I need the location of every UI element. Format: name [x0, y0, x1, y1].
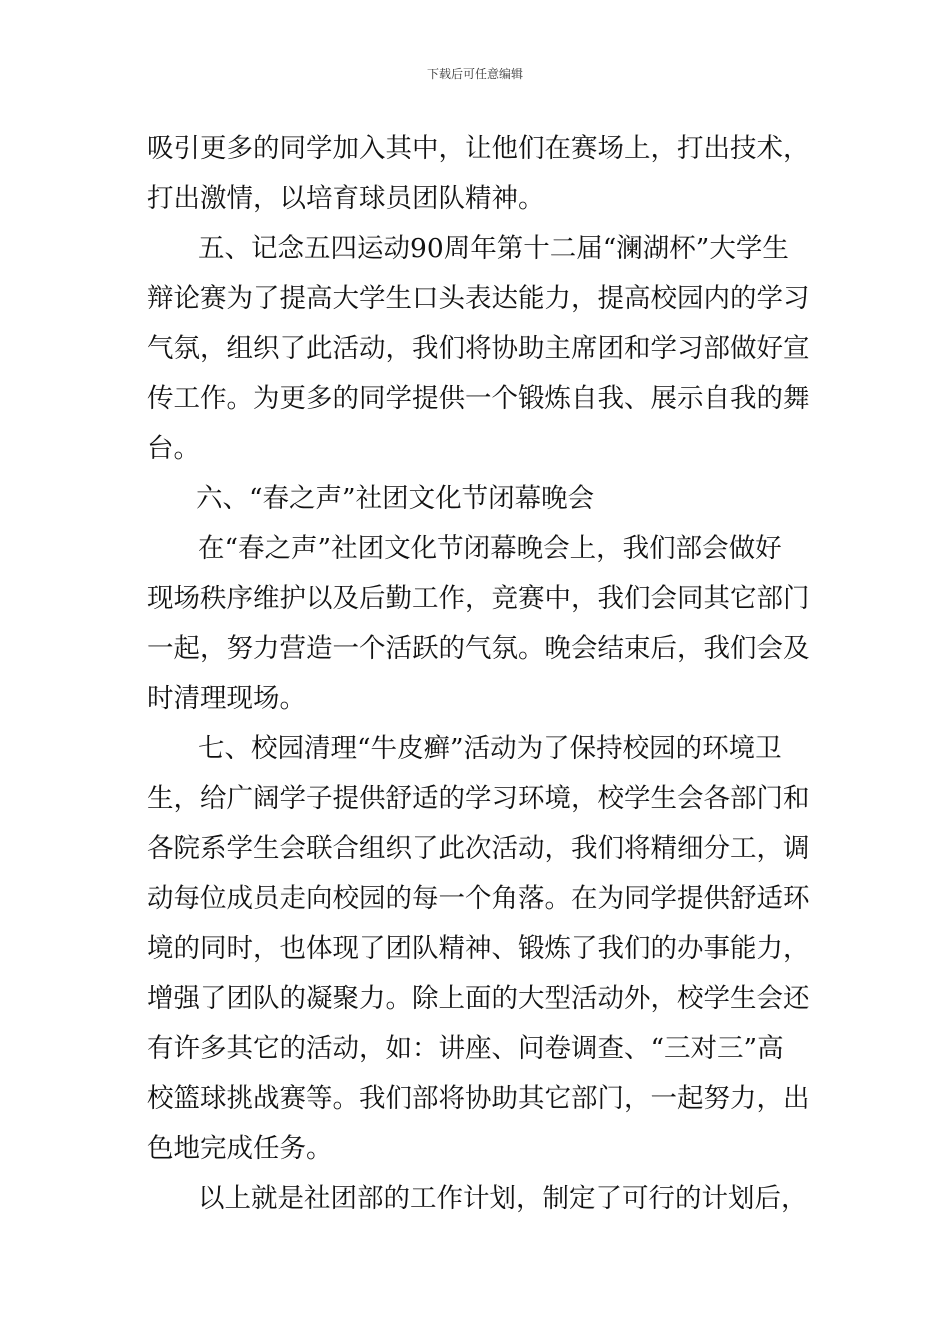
paragraph-line: 辩论赛为了提高大学生口头表达能力，提高校园内的学习 [147, 283, 810, 314]
paragraph-line: 打出激情，以培育球员团队精神。 [147, 183, 545, 214]
section-six-heading: 六、“春之声”社团文化节闭幕晚会 [196, 483, 595, 514]
paragraph-line: 生，给广阔学子提供舒适的学习环境，校学生会各部门和 [147, 783, 810, 814]
paragraph-line: 校篮球挑战赛等。我们部将协助其它部门，一起努力，出 [147, 1083, 810, 1114]
paragraph-line: 以上就是社团部的工作计划，制定了可行的计划后， [198, 1183, 808, 1214]
paragraph-line: 在“春之声”社团文化节闭幕晚会上，我们部会做好 [198, 533, 782, 564]
paragraph-line: 现场秩序维护以及后勤工作，竞赛中，我们会同其它部门 [147, 583, 810, 614]
paragraph-line: 吸引更多的同学加入其中，让他们在赛场上，打出技术， [147, 133, 810, 164]
paragraph-line: 动每位成员走向校园的每一个角落。在为同学提供舒适环 [147, 883, 810, 914]
paragraph-line: 增强了团队的凝聚力。除上面的大型活动外，校学生会还 [147, 983, 810, 1014]
paragraph-line: 气氛，组织了此活动，我们将协助主席团和学习部做好宣 [147, 333, 810, 364]
paragraph-line: 色地完成任务。 [147, 1133, 333, 1164]
paragraph-line: 传工作。为更多的同学提供一个锻炼自我、展示自我的舞 [147, 383, 810, 414]
paragraph-line: 台。 [147, 433, 200, 464]
section-seven-heading-line: 七、校园清理“牛皮癣”活动为了保持校园的环境卫 [198, 733, 782, 764]
paragraph-line: 境的同时，也体现了团队精神、锻炼了我们的办事能力， [147, 933, 810, 964]
section-five-heading-line: 五、记念五四运动90周年第十二届“澜湖杯”大学生 [198, 233, 789, 264]
paragraph-line: 一起，努力营造一个活跃的气氛。晚会结束后，我们会及 [147, 633, 810, 664]
paragraph-line: 各院系学生会联合组织了此次活动，我们将精细分工，调 [147, 833, 810, 864]
paragraph-line: 时清理现场。 [147, 683, 306, 714]
paragraph-line: 有许多其它的活动，如：讲座、问卷调查、“三对三”高 [147, 1033, 784, 1064]
page-header-note: 下载后可任意编辑 [426, 67, 523, 81]
